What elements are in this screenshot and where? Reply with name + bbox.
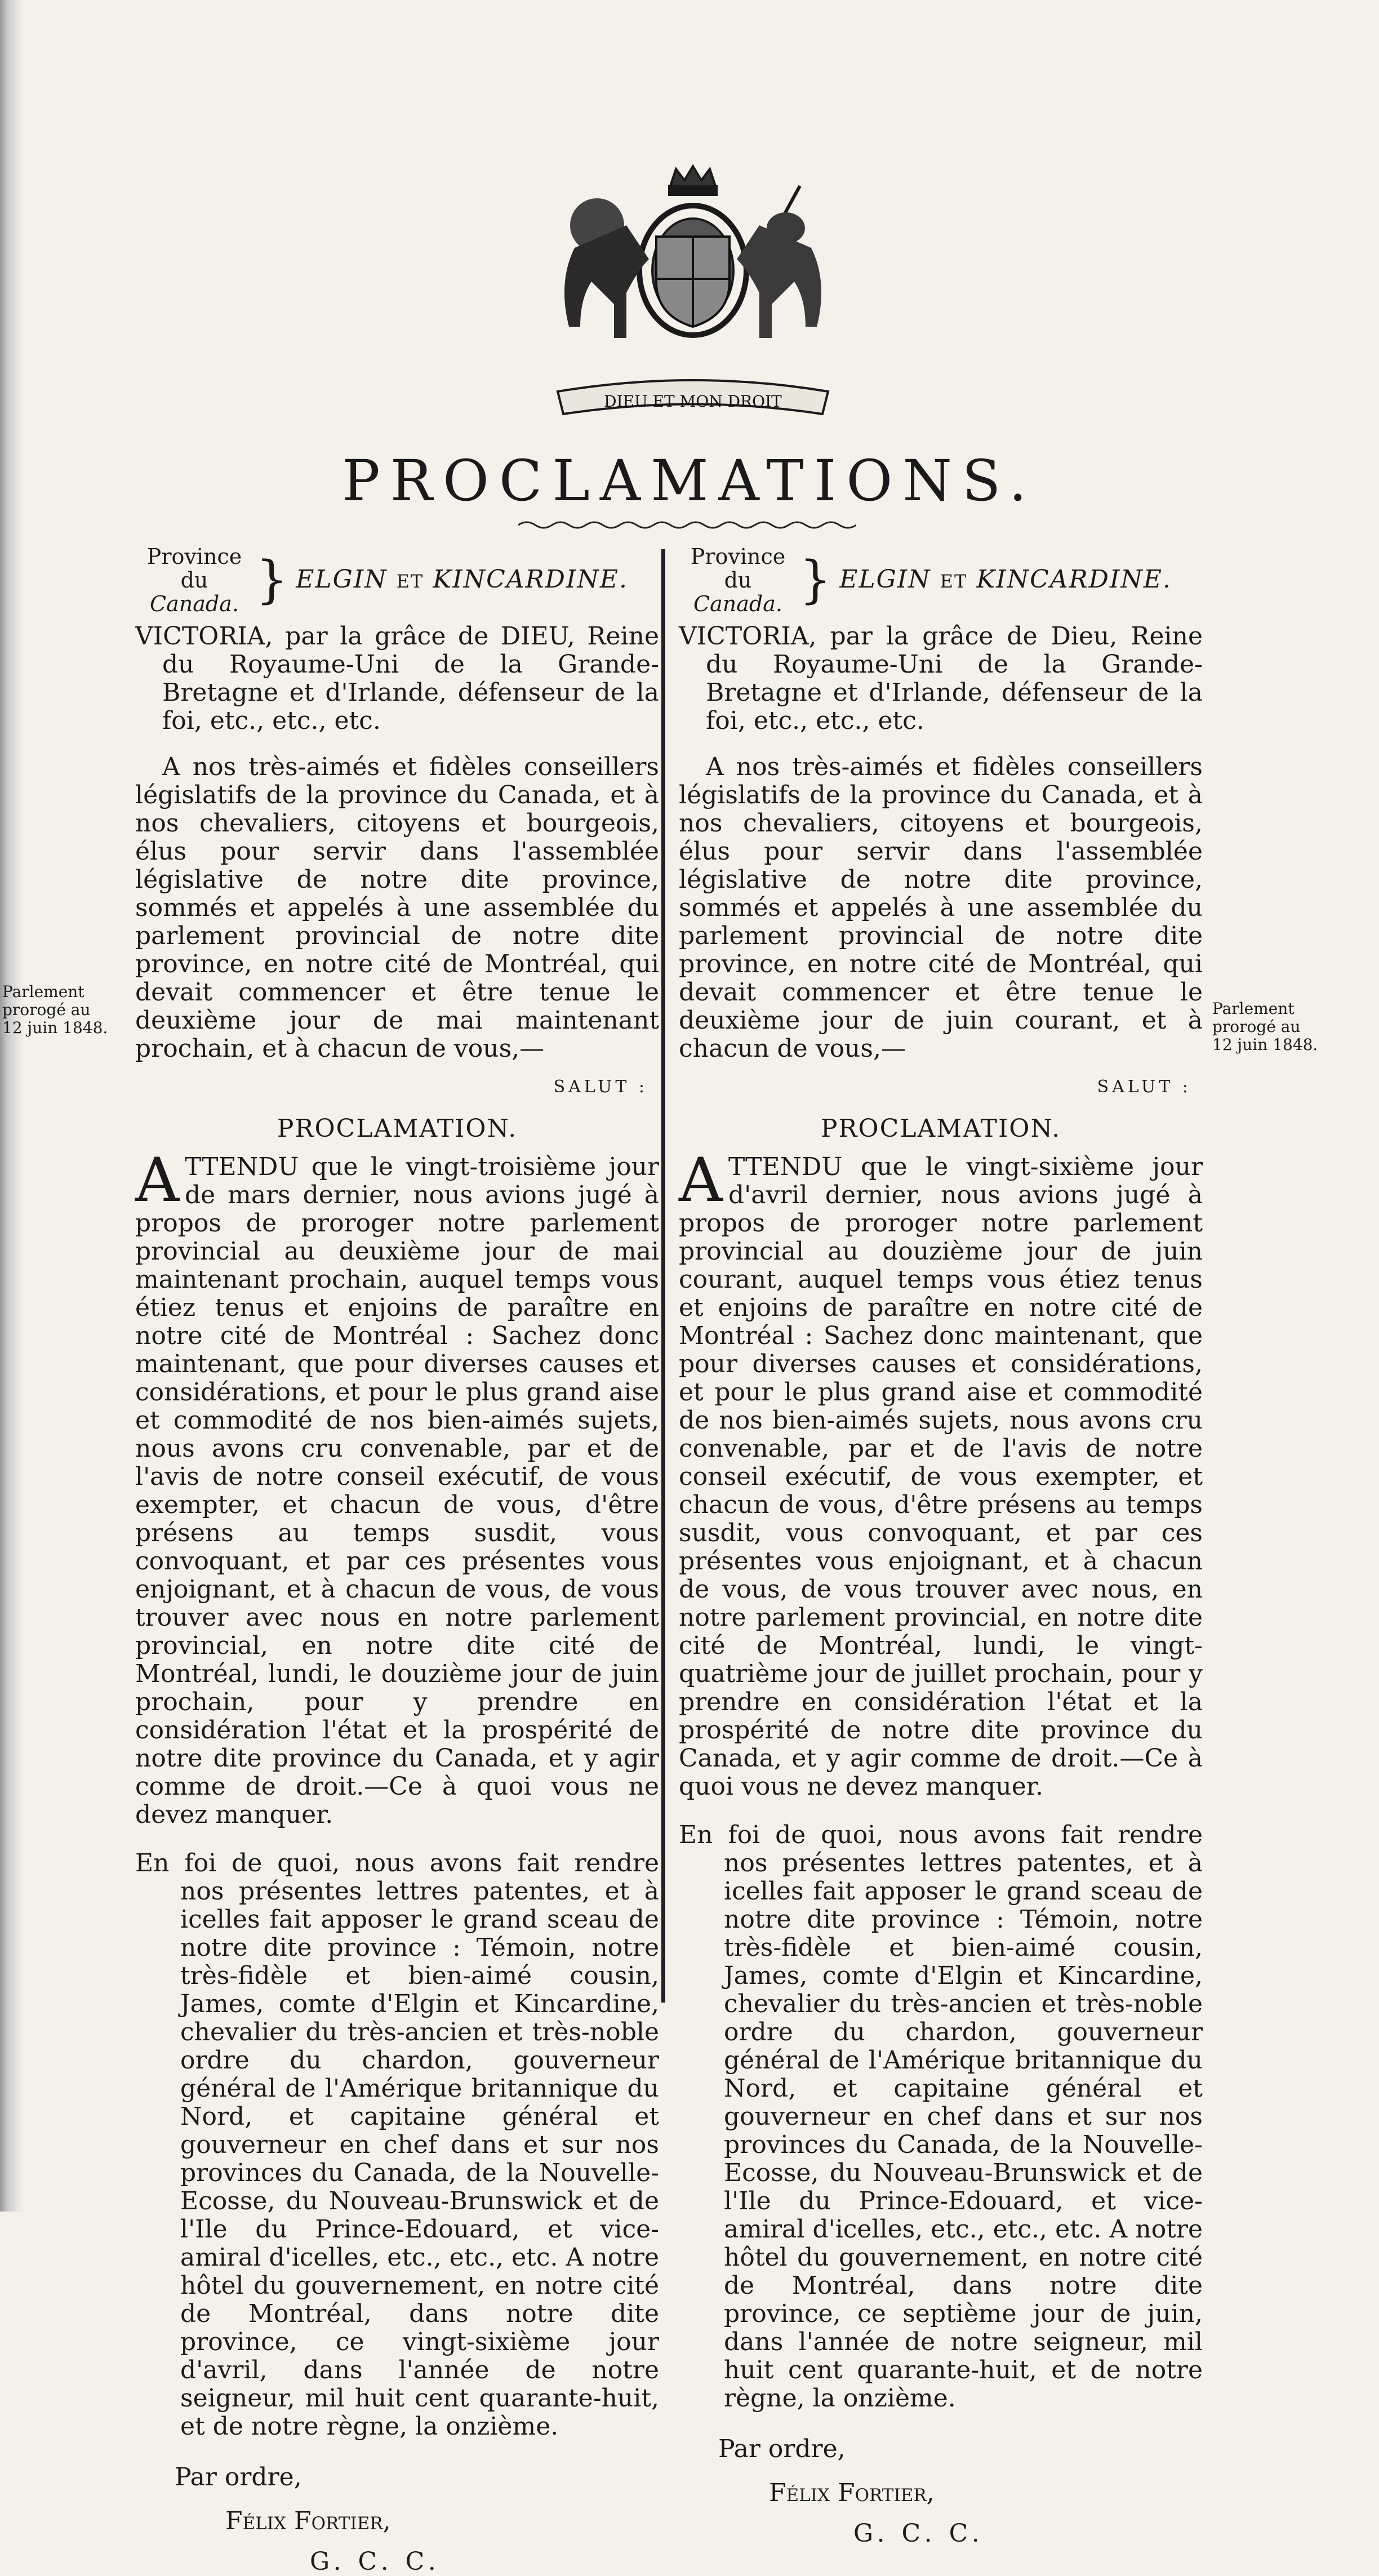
signer-name: Félix Fortier, bbox=[769, 2479, 935, 2507]
garter-shield-icon bbox=[639, 206, 746, 335]
order-line: Par ordre, bbox=[718, 2435, 846, 2463]
province-line2: Canada. bbox=[150, 591, 239, 616]
signoff-paragraph bbox=[135, 1849, 659, 2441]
lion-icon bbox=[564, 198, 649, 338]
drop-cap: A bbox=[679, 1145, 723, 1216]
brace: } bbox=[799, 550, 832, 609]
proclamation-heading: PROCLAMATION. bbox=[820, 1114, 1061, 1143]
brace: } bbox=[256, 550, 288, 609]
governor-title-et: ET bbox=[940, 570, 968, 592]
motto-ribbon bbox=[558, 380, 828, 414]
margin-note-left: Parlement prorogé au 12 juin 1848. bbox=[2, 982, 108, 1037]
governor-title-et: ET bbox=[396, 570, 424, 592]
left-proclamation bbox=[135, 544, 659, 2576]
signoff-paragraph bbox=[679, 1821, 1203, 2413]
signer-title: G. C. C. bbox=[853, 2519, 984, 2548]
proclamation-body bbox=[135, 1145, 659, 1829]
motto-text: DIEU ET MON DROIT bbox=[604, 392, 782, 411]
governor-title bbox=[839, 566, 1172, 595]
body-text: TTENDU que le vingt-troisième jour de mars dernier, nous avions jugé à propos de proroger notre parlement provincial au deuxième jour de mai maintenant prochain, auquel temps vous étiez tenus et enjoins de paraître en notre cité de Montréal : Sachez donc maintenant, que pour diverses causes et considérations, et pour le plus grand aise et commodité de nos bien-aimés sujets, nous avons cru convenable, par et de l'avis de notre conseil exécutif, de vous exempter, et chacun de vous, d'être présens au temps susdit, vous convoquant, et par ces présentes vous enjoignant, et à chacun de vous, de vous trouver avec nous en notre parlement provincial, en notre dite cité de Montréal, lundi, le douzième jour de juin prochain, pour y prendre en considération l'état et la prospérité de notre dite province du Canada, et y agir comme de droit.—Ce à quoi vous ne devez manquer. bbox=[135, 1153, 659, 1829]
crown-icon bbox=[669, 166, 717, 195]
salut: SALUT : bbox=[553, 1077, 648, 1097]
right-proclamation bbox=[679, 544, 1203, 2548]
province-header bbox=[135, 544, 659, 616]
governor-title-b: KINCARDINE. bbox=[976, 564, 1172, 594]
column-divider bbox=[661, 549, 665, 2003]
province-header bbox=[679, 544, 1203, 616]
province-line1: Province du bbox=[690, 544, 786, 593]
signoff-lead: En foi bbox=[135, 1849, 217, 1878]
province-label bbox=[679, 545, 797, 616]
order-line: Par ordre, bbox=[175, 2463, 302, 2492]
province-line1: Province du bbox=[146, 544, 242, 593]
signer-title: G. C. C. bbox=[310, 2547, 441, 2576]
page-title: PROCLAMATIONS. bbox=[342, 448, 1037, 514]
royal-coat-of-arms bbox=[535, 163, 851, 434]
salut: SALUT : bbox=[1097, 1077, 1191, 1097]
drop-cap: A bbox=[135, 1145, 179, 1216]
signoff-text: de quoi, nous avons fait rendre nos présentes lettres patentes, et à icelles fait apposer le grand sceau de notre dite province : Témoin, notre très-fidèle et bien-aimé cousin, James, comte d'Elgin et Kincardine, chevalier du très-ancien et très-noble ordre du chardon, gouverneur général de l'Amérique britannique du Nord, et capitaine général et gouverneur en chef dans et sur nos provinces du Canada, de la Nouvelle-Ecosse, du Nouveau-Brunswick et de l'Ile du Prince-Edouard, et vice-amiral d'icelles, etc., etc., etc. A notre hôtel du gouvernement, en notre cité de Montréal, dans notre dite province, ce vingt-sixième jour d'avril, dans l'année de notre seigneur, mil huit cent quarante-huit, et de notre règne, la onzième. bbox=[180, 1849, 659, 2441]
address-paragraph: A nos très-aimés et fidèles conseillers législatifs de la province du Canada, et à nos chevaliers, citoyens et bourgeois, élus pour servir dans l'assemblée législative de notre dite province, sommés et appelés à une assemblée du parlement provincial de notre dite province, en notre cité de Montréal, qui devait commencer et être tenue le deuxième jour de juin courant, et à chacun de vous,— bbox=[679, 753, 1203, 1063]
royal-style: VICTORIA, par la grâce de Dieu, Reine du Royaume-Uni de la Grande-Bretagne et d'Irlande, défenseur de la foi, etc., etc., etc. bbox=[679, 622, 1203, 735]
unicorn-icon bbox=[737, 186, 821, 338]
decorative-rule bbox=[518, 518, 856, 532]
governor-title-a: ELGIN bbox=[296, 564, 388, 594]
governor-title-a: ELGIN bbox=[839, 564, 931, 594]
proclamation-body bbox=[679, 1145, 1203, 1801]
signoff-lead: En foi bbox=[679, 1821, 760, 1849]
signoff-text: de quoi, nous avons fait rendre nos présentes lettres patentes, et à icelles fait apposer le grand sceau de notre dite province : Témoin, notre très-fidèle et bien-aimé cousin, James, comte d'Elgin et Kincardine, chevalier du très-ancien et très-noble ordre du chardon, gouverneur général de l'Amérique britannique du Nord, et capitaine général et gouverneur en chef dans et sur nos provinces du Canada, de la Nouvelle-Ecosse, du Nouveau-Brunswick et de l'Ile du Prince-Edouard, et vice-amiral d'icelles, etc., etc., etc. A notre hôtel du gouvernement, en notre cité de Montréal, dans notre dite province, ce septième jour de juin, dans l'année de notre seigneur, mil huit cent quarante-huit, et de notre règne, la onzième. bbox=[724, 1821, 1203, 2413]
province-label bbox=[135, 545, 253, 616]
governor-title bbox=[296, 566, 628, 595]
governor-title-b: KINCARDINE. bbox=[433, 564, 628, 594]
address-paragraph: A nos très-aimés et fidèles conseillers législatifs de la province du Canada, et à nos chevaliers, citoyens et bourgeois, élus pour servir dans l'assemblée législative de notre dite province, sommés et appelés à une assemblée du parlement provincial de notre dite province, en notre cité de Montréal, qui devait commencer et être tenue le deuxième jour de mai maintenant prochain, et à chacun de vous,— bbox=[135, 753, 659, 1063]
page-binding-edge bbox=[0, 0, 25, 2212]
proclamation-heading: PROCLAMATION. bbox=[277, 1114, 518, 1143]
margin-note-right: Parlement prorogé au 12 juin 1848. bbox=[1212, 999, 1318, 1054]
signer-name: Félix Fortier, bbox=[225, 2507, 391, 2535]
body-text: TTENDU que le vingt-sixième jour d'avril dernier, nous avions jugé à propos de proroger notre parlement provincial au douzième jour de juin courant, auquel temps vous étiez tenus et enjoins de paraître en notre cité de Montréal : Sachez donc maintenant, que pour diverses causes et considérations, et pour le plus grand aise et commodité de nos bien-aimés sujets, nous avons cru convenable, par et de l'avis de notre conseil exécutif, de vous exempter, et chacun de vous, d'être présens au temps susdit, vous convoquant, et par ces présentes vous enjoignant, et à chacun de vous, de vous trouver avec nous, en notre parlement provincial, en notre dite cité de Montréal, lundi, le vingt-quatrième jour de juillet prochain, pour y prendre en considération l'état et la prospérité de notre dite province du Canada, et y agir comme de droit.—Ce à quoi vous ne devez manquer. bbox=[679, 1153, 1203, 1801]
royal-style: VICTORIA, par la grâce de DIEU, Reine du Royaume-Uni de la Grande-Bretagne et d'Irlande, défenseur de la foi, etc., etc., etc. bbox=[135, 622, 659, 735]
province-line2: Canada. bbox=[693, 591, 782, 616]
